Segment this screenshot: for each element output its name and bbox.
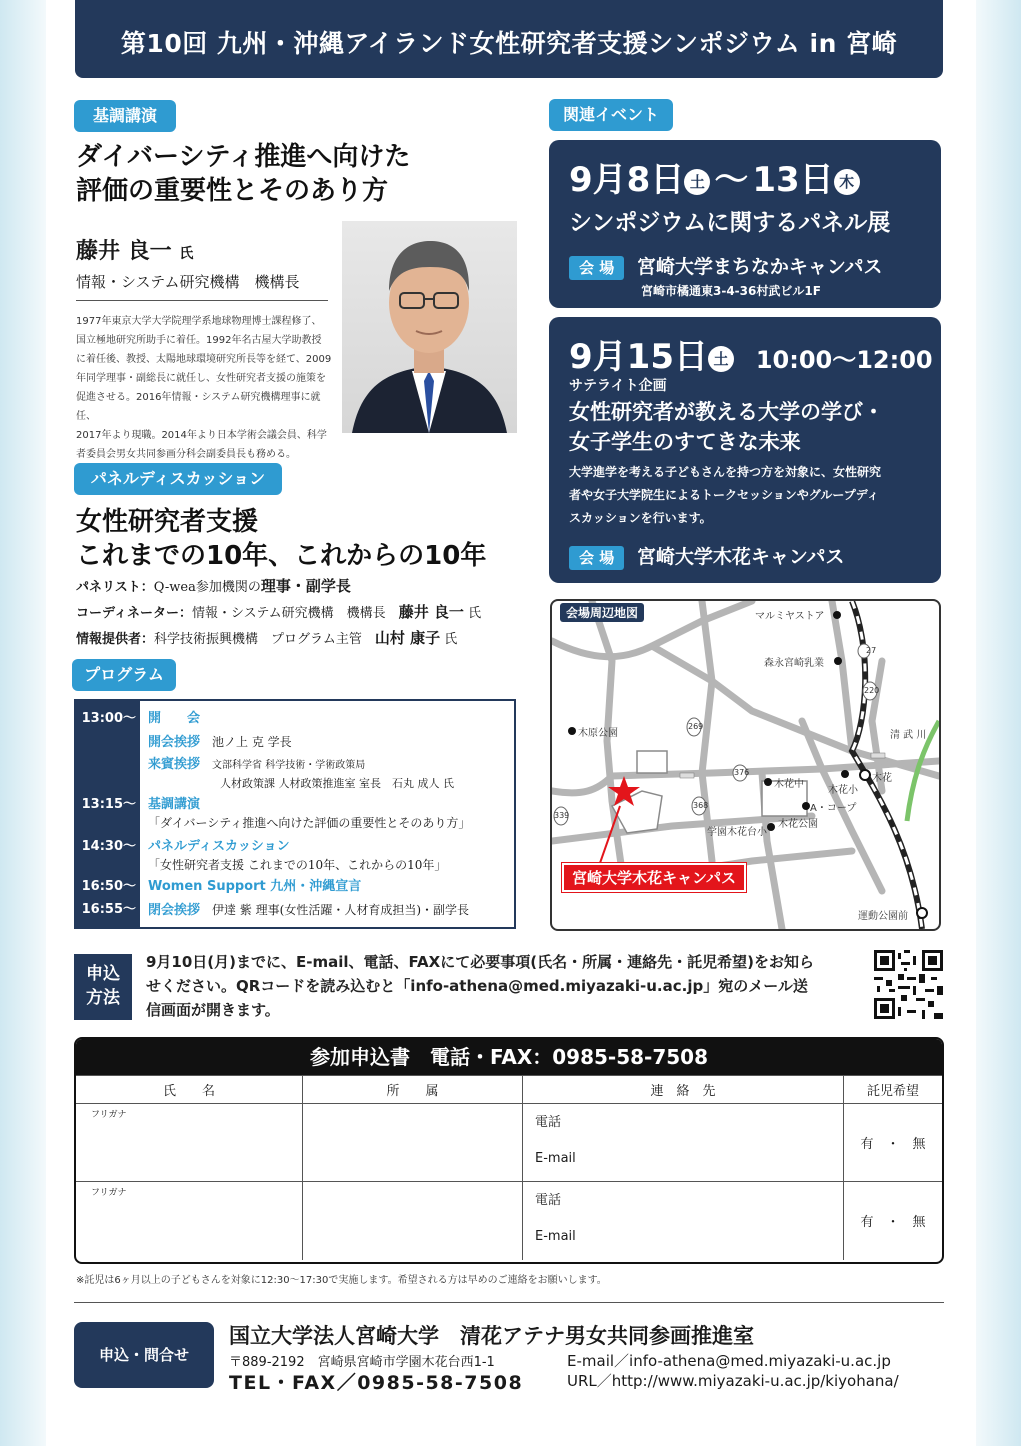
event2-desc-line: スカッションを行います。 [569, 511, 712, 525]
speaker-block [76, 236, 331, 295]
col-contact: 連 絡 先 [523, 1076, 844, 1104]
event2-venue: 会 場 宮崎大学木花キャンパス [569, 542, 845, 570]
speaker-suffix: 氏 [179, 246, 194, 262]
panel-tag: パネルディスカッション [74, 463, 282, 495]
keynote-title [76, 140, 526, 208]
map-title: 会場周辺地図 [560, 603, 644, 622]
program-label: 来賓挨拶 [148, 757, 201, 772]
route-27: 27 [866, 646, 877, 655]
panel-title-line1: 女性研究者支援 [76, 507, 259, 537]
map-label-maruminoya: マルミヤストア [755, 611, 825, 622]
program-time: 13:15～ [81, 797, 136, 812]
program-label: 開 会 [148, 711, 201, 726]
keynote-title-line2: 評価の重要性とそのあり方 [76, 176, 389, 206]
program-tag: プログラム [72, 659, 176, 691]
col-name: 氏 名 [76, 1076, 303, 1104]
program-time: 13:00～ [81, 711, 136, 726]
event2-box [549, 317, 941, 583]
area-map [550, 599, 941, 931]
apply-instructions [146, 950, 856, 1022]
program-detail: 文部科学省 科学技術・学術政策局 [212, 760, 366, 771]
apply-line: 9月10日(月)までに、E-mail、電話、FAXにて必要事項(氏名・所属・連絡先・託児希望)をお知ら [146, 953, 814, 971]
bio-line: に着任後、教授、太陽地球環境研究所長等を経て、2009 [76, 354, 332, 365]
form-row [76, 1104, 942, 1182]
contact-address: 〒889-2192 宮崎県宮崎市学園木花台西1-1 [229, 1355, 495, 1370]
application-form [74, 1037, 944, 1264]
event1-box [549, 140, 941, 308]
program-detail: 池ノ上 克 学長 [212, 735, 292, 749]
qr-code[interactable] [874, 950, 943, 1019]
program-label: 閉会挨拶 [148, 903, 201, 918]
program-time: 16:50～ [81, 879, 136, 894]
route-220: 220 [864, 686, 880, 695]
dow-circle: 木 [834, 169, 860, 195]
panel-row-informant: 情報提供者：科学技術振興機構 プログラム主管 山村 康子 氏 [76, 629, 458, 647]
bio-line: 年同学理事・副総長に就任し、女性研究者支援の施策を [76, 373, 326, 384]
map-label-kiyotake: 清 武 川 [890, 730, 927, 741]
panel-row-coordinator: コーディネーター：情報・システム研究機構 機構長 藤井 良一 氏 [76, 603, 482, 621]
panel-title [76, 505, 546, 573]
col-affiliation: 所 属 [303, 1076, 523, 1104]
header-banner [75, 0, 943, 78]
bio-line: 1977年東京大学大学院理学系地球物理博士課程修了、 [76, 316, 322, 327]
event1-venue: 会 場 宮崎大学まちなかキャンパス [569, 252, 883, 280]
speaker-photo [342, 221, 517, 433]
col-childcare: 託児希望 [844, 1076, 943, 1104]
program-detail: 人材政策課 人材政策推進室 室長 石丸 成人 氏 [220, 777, 454, 790]
event2-description [569, 461, 881, 530]
dow-circle: 土 [684, 169, 710, 195]
bio-line: 2017年より現職。2014年より日本学術会議会員、科学 [76, 430, 327, 441]
program-label: パネルディスカッション [148, 839, 290, 854]
affiliation-field[interactable] [303, 1104, 523, 1182]
map-label-acoop: A・コープ [810, 803, 857, 814]
dow-circle: 土 [708, 346, 734, 372]
program-label: 基調講演 [148, 797, 201, 812]
venue-badge: 会 場 [569, 256, 624, 280]
route-339: 339 [554, 811, 570, 820]
bio-line: 促進させる。2016年情報・システム研究機構理事に就任、 [76, 392, 321, 422]
form-row [76, 1182, 942, 1260]
route-368: 368 [693, 801, 709, 810]
event2-title: 女性研究者が教える大学の学び・ 女子学生のすてきな未来 [569, 400, 884, 454]
program-detail: 「女性研究者支援 これまでの10年、これからの10年」 [148, 858, 447, 872]
program-label: 開会挨拶 [148, 735, 201, 750]
map-label-undokoen: 運動公園前 [858, 911, 908, 922]
panel-row-panelist: パネリスト：Q-wea参加機関の理事・副学長 [76, 577, 351, 595]
bio-line: 国立極地研究所助手に着任。1992年名古屋大学助教授 [76, 335, 322, 346]
affiliation-field[interactable] [303, 1182, 523, 1260]
name-field[interactable]: フリガナ [76, 1182, 303, 1260]
map-label-kibanakoen: 木花公園 [778, 819, 818, 830]
events-tag: 関連イベント [549, 99, 673, 131]
route-269: 269 [688, 722, 704, 731]
keynote-title-line1: ダイバーシティ推進へ向けた [76, 142, 411, 172]
program-time: 16:55～ [81, 902, 136, 917]
panel-title-line2: これまでの10年、これからの10年 [76, 541, 487, 571]
speaker-name: 藤井 良一 [76, 238, 172, 264]
contact-field[interactable]: 電話 E-mail [523, 1182, 844, 1260]
contact-label: 申込・問合せ [74, 1322, 214, 1388]
contact-url[interactable]: URL／http://www.miyazaki-u.ac.jp/kiyohana/ [567, 1372, 899, 1390]
childcare-choice[interactable]: 有 ・ 無 [844, 1182, 943, 1260]
childcare-note: ※託児は6ヶ月以上の子どもさんを対象に12:30～17:30で実施します。希望される方は早めのご連絡をお願いします。 [76, 1275, 607, 1286]
map-label-kiharakoen: 木原公園 [578, 728, 618, 739]
footer-divider [74, 1302, 944, 1303]
event1-title: シンポジウムに関するパネル展 [569, 210, 891, 236]
event2-desc-line: 者や女子大学院生によるトークセッションやグループディ [569, 488, 879, 502]
portrait-image [342, 221, 517, 433]
keynote-tag: 基調講演 [74, 100, 176, 132]
bio-line: 者委員会男女共同参画分科会副委員長も務める。 [76, 449, 296, 460]
map-label-kibana-station: 木花 [872, 773, 892, 784]
event1-address: 宮崎市橘通東3-4-36村武ビル1F [641, 284, 821, 298]
map-label-kibanachu: 木花中 [774, 779, 804, 790]
apply-label: 申込 方法 [74, 954, 132, 1020]
contact-email[interactable]: E-mail／info-athena@med.miyazaki-u.ac.jp [567, 1352, 891, 1370]
form-heading: 参加申込書 電話・FAX：0985-58-7508 [76, 1039, 942, 1075]
panel-roster [76, 574, 536, 652]
apply-line: 信画面が開きます。 [146, 1001, 280, 1019]
speaker-divider [76, 300, 328, 301]
qr-code-image [874, 950, 943, 1019]
event2-subtitle: サテライト企画 [569, 378, 667, 394]
map-label-kibanasho: 木花小 [828, 785, 858, 796]
event2-desc-line: 大学進学を考える子どもさんを持つ方を対象に、女性研究 [569, 465, 882, 479]
map-label-morinaga: 森永宮崎乳業 [764, 658, 824, 669]
event1-date: 9月8日 土 ～ 13日 木 [569, 152, 860, 201]
speaker-affiliation: 情報・システム研究機構 機構長 [76, 273, 300, 291]
form-table [76, 1075, 942, 1260]
contact-field[interactable]: 電話 E-mail [523, 1104, 844, 1182]
program-label: Women Support 九州・沖縄宣言 [148, 879, 362, 894]
name-field[interactable]: フリガナ [76, 1104, 303, 1182]
program-detail: 伊達 紫 理事(女性活躍・人材育成担当)・副学長 [212, 903, 470, 917]
contact-org: 国立大学法人宮崎大学 清花アテナ男女共同参画推進室 [229, 1324, 754, 1348]
speaker-bio [76, 312, 338, 464]
campus-callout: 宮崎大学木花キャンパス [562, 863, 746, 892]
venue-badge: 会 場 [569, 546, 624, 570]
page-title: 第10回 九州・沖縄アイランド女性研究者支援シンポジウム in 宮崎 [120, 29, 898, 58]
program-time: 14:30～ [81, 839, 136, 854]
program-detail: 「ダイバーシティ推進へ向けた評価の重要性とそのあり方」 [148, 816, 471, 830]
childcare-choice[interactable]: 有 ・ 無 [844, 1104, 943, 1182]
route-376: 376 [734, 768, 750, 777]
contact-telfax: TEL・FAX／0985-58-7508 [229, 1372, 524, 1394]
apply-line: せください。QRコードを読み込むと「info-athena@med.miyazaki-u.ac.jp」宛のメール送 [146, 977, 808, 995]
map-label-gakuen: 学園木花台小 [707, 827, 767, 838]
event2-date: 9月15日 土 10:00～12:00 [569, 337, 933, 377]
